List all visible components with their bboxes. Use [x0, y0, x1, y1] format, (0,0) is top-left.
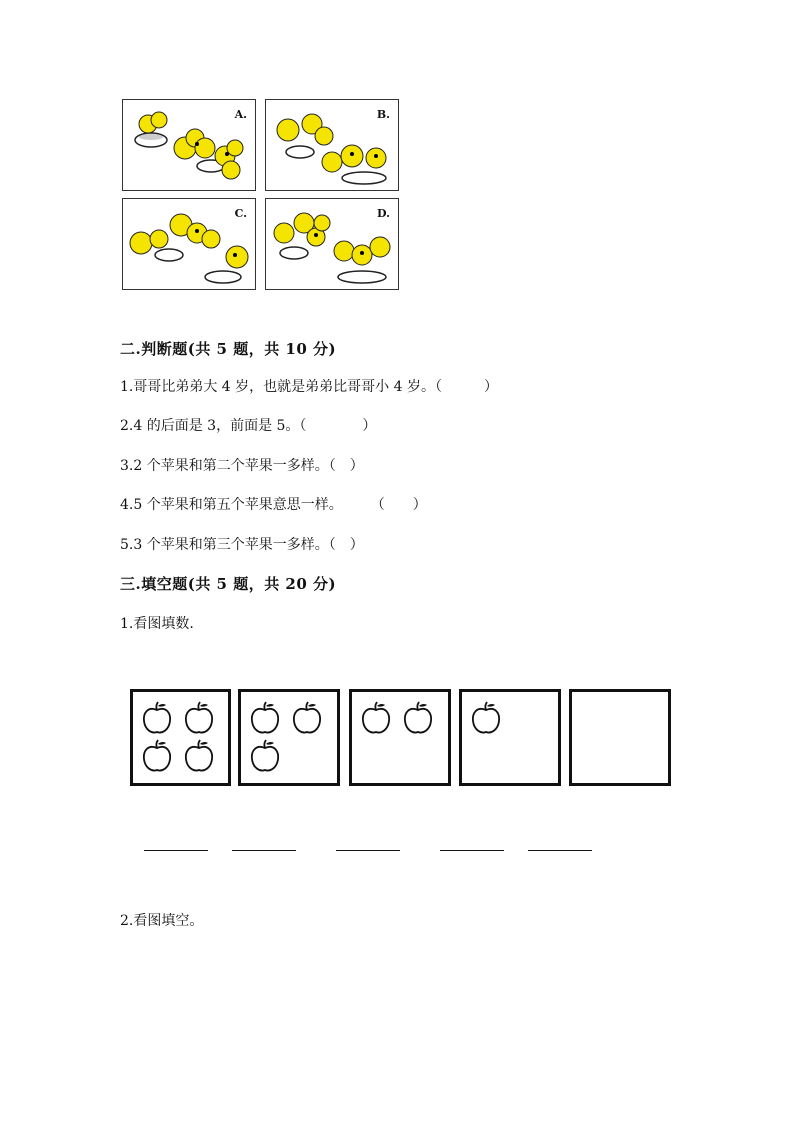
judgement-item-5: 5.3 个苹果和第三个苹果一多样。（ ）	[120, 537, 364, 553]
judgement-item-4: 4.5 个苹果和第五个苹果意思一样。 （ ）	[120, 497, 427, 513]
chick-panel-d	[265, 198, 399, 290]
fill-question-2: 2.看图填空。	[120, 913, 204, 929]
judgement-item-3: 3.2 个苹果和第二个苹果一多样。（ ）	[120, 458, 364, 474]
apple-icon	[142, 739, 172, 773]
section-2-heading: 二.判断题(共 5 题，共 10 分)	[120, 340, 337, 358]
apple-icon	[403, 701, 433, 735]
answer-blank-2[interactable]	[232, 850, 296, 851]
apple-icon	[142, 701, 172, 735]
apple-icon	[471, 701, 501, 735]
apple-box-5	[569, 689, 671, 786]
fill-question-1: 1.看图填数.	[120, 616, 194, 632]
chick-panel-a	[122, 99, 256, 191]
chick-panel-b	[265, 99, 399, 191]
apple-icon	[250, 701, 280, 735]
answer-blank-4[interactable]	[440, 850, 504, 851]
judgement-item-2: 2.4 的后面是 3，前面是 5。（ ）	[120, 418, 377, 434]
apple-icon	[250, 739, 280, 773]
chick-panel-c	[122, 198, 256, 290]
judgement-item-1: 1.哥哥比弟弟大 4 岁，也就是弟弟比哥哥小 4 岁。（ ）	[120, 379, 498, 395]
panel-letter: A.	[234, 108, 247, 121]
answer-blank-3[interactable]	[336, 850, 400, 851]
panel-letter: B.	[376, 108, 390, 121]
panel-letter: D.	[377, 207, 390, 220]
apple-icon	[184, 739, 214, 773]
panel-letter: C.	[234, 207, 247, 220]
apple-icon	[292, 701, 322, 735]
apple-icon	[361, 701, 391, 735]
section-3-heading: 三.填空题(共 5 题，共 20 分)	[120, 575, 337, 593]
answer-blank-5[interactable]	[528, 850, 592, 851]
apple-icon	[184, 701, 214, 735]
answer-blank-1[interactable]	[144, 850, 208, 851]
